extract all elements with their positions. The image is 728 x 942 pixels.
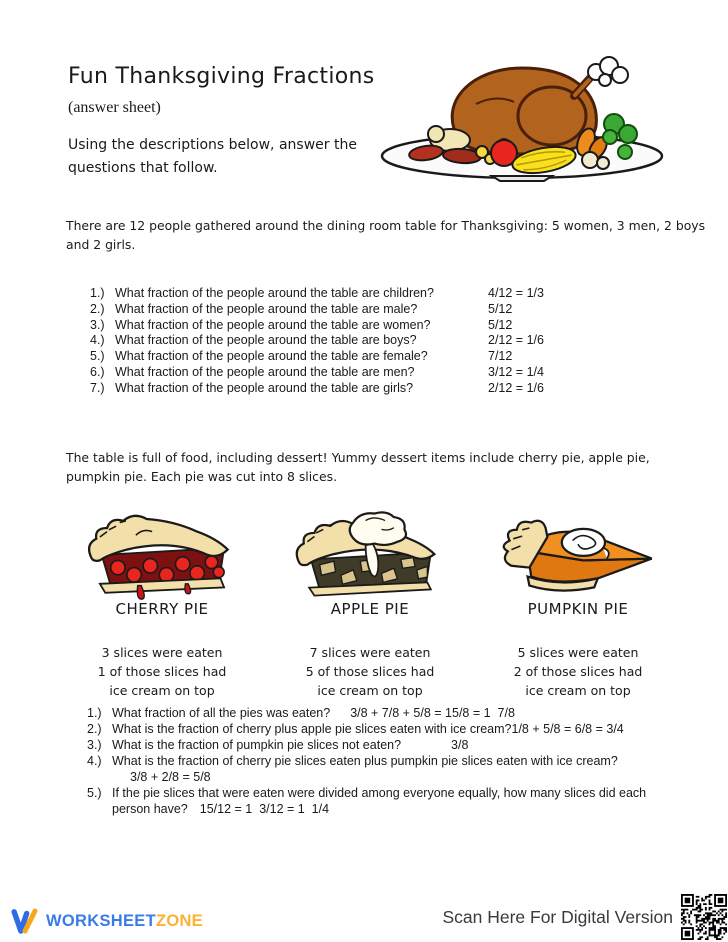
scan-instruction-label: Scan Here For Digital Version <box>442 906 673 927</box>
question-row <box>90 333 710 349</box>
answer-text: 3/8 <box>451 738 469 752</box>
question-row <box>90 381 710 397</box>
answer-sheet-subtitle: (answer sheet) <box>68 99 161 116</box>
question-text: What is the fraction of cherry plus apple pie slices eaten with ice cream? <box>112 722 512 736</box>
question-number: 3.) <box>90 317 105 332</box>
logo-w-icon <box>10 906 40 936</box>
question-row <box>87 785 722 817</box>
question-row <box>90 365 710 381</box>
answer-text: 7/12 <box>488 349 513 364</box>
page-title: Fun Thanksgiving Fractions <box>68 64 375 89</box>
answer-text: 5/12 <box>488 317 513 332</box>
question-row <box>90 318 710 334</box>
pumpkin-pie-figure <box>474 510 682 700</box>
pie-facts <box>98 643 227 700</box>
question-row <box>87 721 722 737</box>
brand-name <box>46 912 203 931</box>
brand-name-worksheet: WORKSHEET <box>46 911 156 930</box>
answer-text: 3/8 + 7/8 + 5/8 = 15/8 = 1 7/8 <box>350 706 515 720</box>
question-text: What fraction of the people around the table are female? <box>115 349 428 364</box>
answer-text: 15/12 = 1 3/12 = 1 1/4 <box>199 802 330 816</box>
question-number: 4.) <box>90 333 105 348</box>
question-number: 6.) <box>90 364 105 379</box>
pie-fact-line: ice cream on top <box>109 683 215 698</box>
people-questions-list <box>90 286 710 397</box>
intro-paragraph: There are 12 people gathered around the dining room table for Thanksgiving: 5 women, 3 men, 2 boys and 2 girls. <box>66 218 706 252</box>
question-text: What is the fraction of pumpkin pie slices not eaten? <box>112 738 402 752</box>
question-row <box>87 737 722 753</box>
answer-text: 2/12 = 1/6 <box>488 380 544 395</box>
pie-fact-line: 2 of those slices had <box>513 664 643 679</box>
question-text: What fraction of all the pies was eaten? <box>112 706 331 720</box>
apple-pie-figure <box>266 510 474 700</box>
apple-pie-icon <box>284 510 456 600</box>
answer-text: 4/12 = 1/3 <box>488 286 544 300</box>
brand-logo <box>10 906 203 936</box>
question-text: What fraction of the people around the table are men? <box>115 364 415 379</box>
question-number: 5.) <box>87 786 102 800</box>
pie-facts <box>514 643 643 700</box>
question-number: 3.) <box>87 738 102 752</box>
answer-text: 3/12 = 1/4 <box>488 364 544 379</box>
pie-fact-line: ice cream on top <box>317 683 423 698</box>
brand-name-zone: ZONE <box>155 911 203 930</box>
pie-facts <box>306 643 435 700</box>
turkey-platter-icon <box>376 54 668 182</box>
pie-label: APPLE PIE <box>330 600 410 618</box>
question-number: 1.) <box>87 706 102 720</box>
scan-section <box>442 894 727 940</box>
qr-code-icon <box>681 894 727 940</box>
cherry-pie-icon <box>76 510 248 600</box>
question-text: What is the fraction of cherry pie slices eaten plus pumpkin pie slices eaten with ice cream? <box>112 754 618 768</box>
pie-fact-line: 5 of those slices had <box>305 664 435 679</box>
question-number: 5.) <box>90 349 105 364</box>
question-number: 1.) <box>90 286 105 300</box>
pie-fact-line: 5 slices were eaten <box>517 645 639 660</box>
answer-text: 1/8 + 5/8 = 6/8 = 3/4 <box>511 722 624 736</box>
pie-fact-line: 3 slices were eaten <box>101 645 223 660</box>
question-row <box>90 302 710 318</box>
question-text: If the pie slices that were eaten were divided among everyone equally, how many slices did each person have? <box>112 786 647 816</box>
question-row <box>87 753 722 785</box>
question-number: 2.) <box>87 722 102 736</box>
question-text: What fraction of the people around the table are girls? <box>115 380 414 395</box>
answer-text: 3/8 + 2/8 = 5/8 <box>130 770 211 784</box>
question-text: What fraction of the people around the table are women? <box>115 317 431 332</box>
pie-fact-line: ice cream on top <box>525 683 631 698</box>
question-number: 4.) <box>87 754 102 768</box>
question-row <box>87 705 722 721</box>
question-row <box>90 349 710 365</box>
question-text: What fraction of the people around the table are boys? <box>115 333 417 348</box>
pie-figures-row <box>58 510 682 700</box>
answer-text: 2/12 = 1/6 <box>488 333 544 348</box>
dessert-paragraph: The table is full of food, including dessert! Yummy dessert items include cherry pie, apple pie, pumpkin pie. Each pie was cut into 8 slices. <box>66 450 650 484</box>
pie-fact-line: 1 of those slices had <box>97 664 227 679</box>
pie-label: PUMPKIN PIE <box>527 600 629 618</box>
pie-questions-list <box>87 705 722 817</box>
answer-text: 5/12 <box>488 301 513 316</box>
instructions-text: Using the descriptions below, answer the questions that follow. <box>68 137 357 176</box>
pie-label: CHERRY PIE <box>115 600 209 618</box>
cherry-pie-figure <box>58 510 266 700</box>
pie-fact-line: 7 slices were eaten <box>309 645 431 660</box>
question-row <box>90 286 710 302</box>
pumpkin-pie-icon <box>492 510 664 600</box>
question-text: What fraction of the people around the table are children? <box>115 286 434 300</box>
question-number: 2.) <box>90 301 105 316</box>
question-number: 7.) <box>90 380 105 395</box>
question-text: What fraction of the people around the table are male? <box>115 301 418 316</box>
